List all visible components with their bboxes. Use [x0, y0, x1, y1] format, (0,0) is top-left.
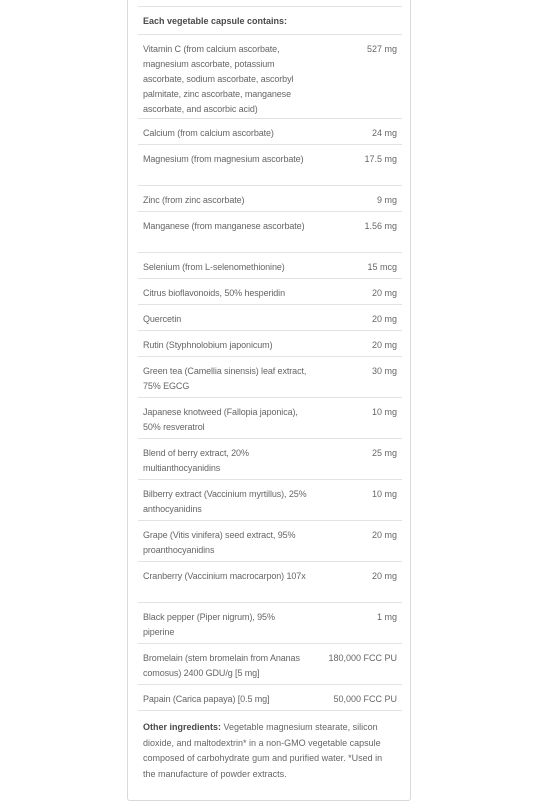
ingredient-row [138, 480, 402, 521]
ingredient-amount: 20 mg [371, 530, 397, 540]
supplement-facts-panel [127, 0, 411, 801]
supplement-facts-content [138, 6, 402, 800]
ingredient-row [138, 644, 402, 685]
ingredient-name: Cranberry (Vaccinium macrocarpon) 107x [143, 571, 306, 581]
ingredient-name: Quercetin [143, 314, 182, 324]
ingredient-amount: 50,000 FCC PU [333, 694, 397, 704]
ingredient-row [138, 186, 402, 212]
ingredient-amount: 20 mg [371, 288, 397, 298]
ingredient-row [138, 119, 402, 145]
ingredient-row [138, 603, 402, 644]
ingredient-amount: 15 mcg [367, 262, 397, 272]
ingredient-amount: 10 mg [371, 489, 397, 499]
ingredient-row [138, 562, 402, 603]
ingredient-row [138, 521, 402, 562]
ingredient-amount: 180,000 FCC PU [328, 653, 397, 663]
ingredient-name: Grape (Vitis vinifera) seed extract, 95% proanthocyanidins [143, 530, 296, 555]
ingredient-name: Bilberry extract (Vaccinium myrtillus), 25% anthocyanidins [143, 489, 307, 514]
other-ingredients-text: Vegetable magnesium stearate, silicon dioxide, and maltodextrin* in a non-GMO vegetable capsule composed of carbohydrate gum and purified water. *Used in the manufacture of powder extracts. [143, 722, 383, 779]
ingredient-row [138, 331, 402, 357]
ingredient-name: Bromelain (stem bromelain from Ananas comosus) 2400 GDU/g [5 mg] [143, 653, 300, 678]
ingredient-row [138, 35, 402, 119]
ingredient-name: Rutin (Styphnolobium japonicum) [143, 340, 273, 350]
capsule-contents-heading: Each vegetable capsule contains: [138, 7, 402, 35]
ingredient-amount: 24 mg [371, 128, 397, 138]
ingredient-amount: 17.5 mg [364, 154, 397, 164]
ingredient-name: Green tea (Camellia sinensis) leaf extract, 75% EGCG [143, 366, 307, 391]
ingredient-amount: 20 mg [371, 314, 397, 324]
ingredient-row [138, 145, 402, 186]
ingredient-row [138, 357, 402, 398]
ingredient-amount: 9 mg [376, 195, 397, 205]
ingredient-row [138, 212, 402, 253]
other-ingredients [138, 711, 402, 782]
ingredient-name: Zinc (from zinc ascorbate) [143, 195, 245, 205]
ingredient-name: Blend of berry extract, 20% multianthocyanidins [143, 448, 249, 473]
ingredient-amount: 1 mg [376, 612, 397, 622]
ingredient-name: Black pepper (Piper nigrum), 95% piperine [143, 612, 275, 637]
ingredient-amount: 30 mg [371, 366, 397, 376]
ingredient-row [138, 439, 402, 480]
ingredient-row [138, 685, 402, 711]
ingredient-amount: 10 mg [371, 407, 397, 417]
ingredient-name: Magnesium (from magnesium ascorbate) [143, 154, 304, 164]
other-ingredients-label: Other ingredients: [143, 722, 222, 732]
ingredient-amount: 20 mg [371, 340, 397, 350]
ingredient-name: Japanese knotweed (Fallopia japonica), 50% resveratrol [143, 407, 298, 432]
ingredient-row [138, 305, 402, 331]
ingredient-row [138, 398, 402, 439]
ingredient-name: Selenium (from L-selenomethionine) [143, 262, 285, 272]
ingredient-amount: 527 mg [366, 44, 397, 54]
ingredient-row [138, 253, 402, 279]
ingredient-name: Manganese (from manganese ascorbate) [143, 221, 305, 231]
ingredient-amount: 1.56 mg [364, 221, 397, 231]
ingredient-name: Calcium (from calcium ascorbate) [143, 128, 274, 138]
ingredient-name: Vitamin C (from calcium ascorbate, magnesium ascorbate, potassium ascorbate, sodium ascorbate, ascorbyl palmitate, zinc ascorbate, manganese ascorbate, and ascorbic acid) [143, 44, 294, 114]
ingredient-name: Papain (Carica papaya) [0.5 mg] [143, 694, 270, 704]
ingredient-name: Citrus bioflavonoids, 50% hesperidin [143, 288, 285, 298]
ingredient-amount: 20 mg [371, 571, 397, 581]
ingredient-row [138, 279, 402, 305]
ingredient-amount: 25 mg [371, 448, 397, 458]
